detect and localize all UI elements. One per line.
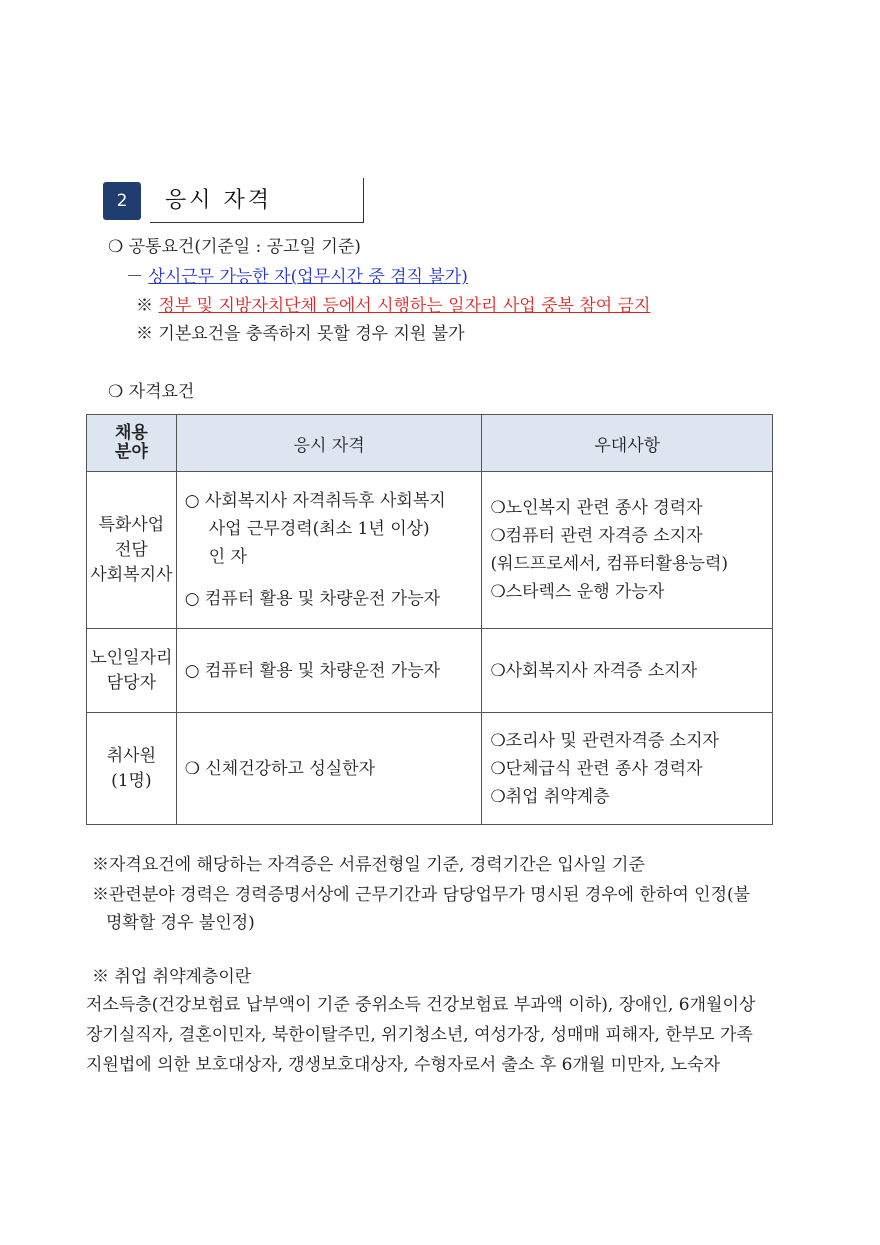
header-preference: 우대사항 xyxy=(482,415,773,472)
preference-line: ❍컴퓨터 관련 자격증 소지자 xyxy=(490,526,703,546)
preference-line: ❍사회복지사 자격증 소지자 xyxy=(490,660,698,681)
vulnerable-group-heading: ※ 취업 취약계층이란 xyxy=(92,967,252,987)
section-title-divider xyxy=(363,178,364,223)
full-time-requirement: 상시근무 가능한 자(업무시간 중 겸직 불가) xyxy=(148,267,468,287)
field-cell xyxy=(87,472,177,629)
field-line: 담당자 xyxy=(106,672,156,693)
preference-line: ❍노인복지 관련 종사 경력자 xyxy=(490,498,703,518)
preference-line: ❍단체급식 관련 종사 경력자 xyxy=(490,758,703,779)
vulnerable-group-text: 저소득층(건강보험료 납부액이 기준 중위소득 건강보험료 부과액 이하), 장애인, 6개월이상 xyxy=(86,995,756,1015)
table-row xyxy=(87,472,773,629)
field-line: 전담 xyxy=(114,539,148,560)
career-recognition-note: ※관련분야 경력은 경력증명서상에 근무기간과 담당업무가 명시된 경우에 한하여 인정(불 xyxy=(92,885,751,905)
field-line: 취사원 xyxy=(106,745,156,766)
header-field-line: 분야 xyxy=(114,442,148,462)
table-header-row xyxy=(87,415,773,472)
section-title: 응시 자격 xyxy=(165,188,273,213)
preference-cell xyxy=(482,629,773,713)
header-qualification: 응시 자격 xyxy=(176,415,482,472)
table-row xyxy=(87,629,773,713)
header-field xyxy=(87,415,177,472)
section-number-badge: 2 xyxy=(103,182,141,220)
career-recognition-note-cont: 명확할 경우 불인정) xyxy=(106,913,255,933)
preference-cell xyxy=(482,472,773,629)
note-mark: ※ xyxy=(136,296,153,316)
field-line: 노인일자리 xyxy=(90,647,173,668)
common-requirement-item xyxy=(126,265,468,289)
vulnerable-group-text: 장기실직자, 결혼이민자, 북한이탈주민, 위기청소년, 여성가장, 성매매 피해자, 한부모 가족 xyxy=(86,1025,753,1045)
preference-line: ❍취업 취약계층 xyxy=(490,786,610,807)
field-line: 특화사업 xyxy=(98,514,165,535)
preference-line: (워드프로세서, 컴퓨터활용능력) xyxy=(490,554,728,574)
qualification-heading: ❍ 자격요건 xyxy=(108,382,195,402)
section-title-underline xyxy=(150,222,364,223)
preference-line: ❍스타렉스 운행 가능자 xyxy=(490,582,665,602)
qualification-cell xyxy=(176,713,482,825)
common-requirements-heading: ❍ 공통요건(기준일 : 공고일 기준) xyxy=(108,237,361,257)
field-cell xyxy=(87,629,177,713)
vulnerable-group-text: 지원법에 의한 보호대상자, 갱생보호대상자, 수형자로서 출소 후 6개월 미만자, 노숙자 xyxy=(86,1055,721,1075)
table-row xyxy=(87,713,773,825)
qualification-line: 사업 근무경력(최소 1년 이상) xyxy=(208,519,430,539)
basic-requirement-note: ※ 기본요건을 충족하지 못할 경우 지원 불가 xyxy=(136,324,465,344)
preference-line: ❍조리사 및 관련자격증 소지자 xyxy=(490,730,719,751)
qualification-line: ○ 컴퓨터 활용 및 차량운전 가능자 xyxy=(184,589,441,609)
qualification-line: ❍ 신체건강하고 성실한자 xyxy=(184,758,376,779)
preference-cell xyxy=(482,713,773,825)
qualification-line: ○ 컴퓨터 활용 및 차량운전 가능자 xyxy=(184,660,441,681)
duplicate-participation-note xyxy=(136,294,650,318)
dash-marker: － xyxy=(126,267,143,287)
qualification-cell xyxy=(176,472,482,629)
header-field-line: 채용 xyxy=(114,423,148,443)
qualification-cell xyxy=(176,629,482,713)
field-cell xyxy=(87,713,177,825)
duplicate-participation-text: 정부 및 지방자치단체 등에서 시행하는 일자리 사업 중복 참여 금지 xyxy=(158,296,651,316)
field-line: 사회복지사 xyxy=(90,564,173,585)
certificate-basis-note: ※자격요건에 해당하는 자격증은 서류전형일 기준, 경력기간은 입사일 기준 xyxy=(92,855,645,875)
qualification-table xyxy=(86,414,773,825)
qualification-line: ○ 사회복지사 자격취득후 사회복지 xyxy=(184,491,446,511)
qualification-line: 인 자 xyxy=(208,547,247,567)
field-line: (1명) xyxy=(111,770,152,791)
